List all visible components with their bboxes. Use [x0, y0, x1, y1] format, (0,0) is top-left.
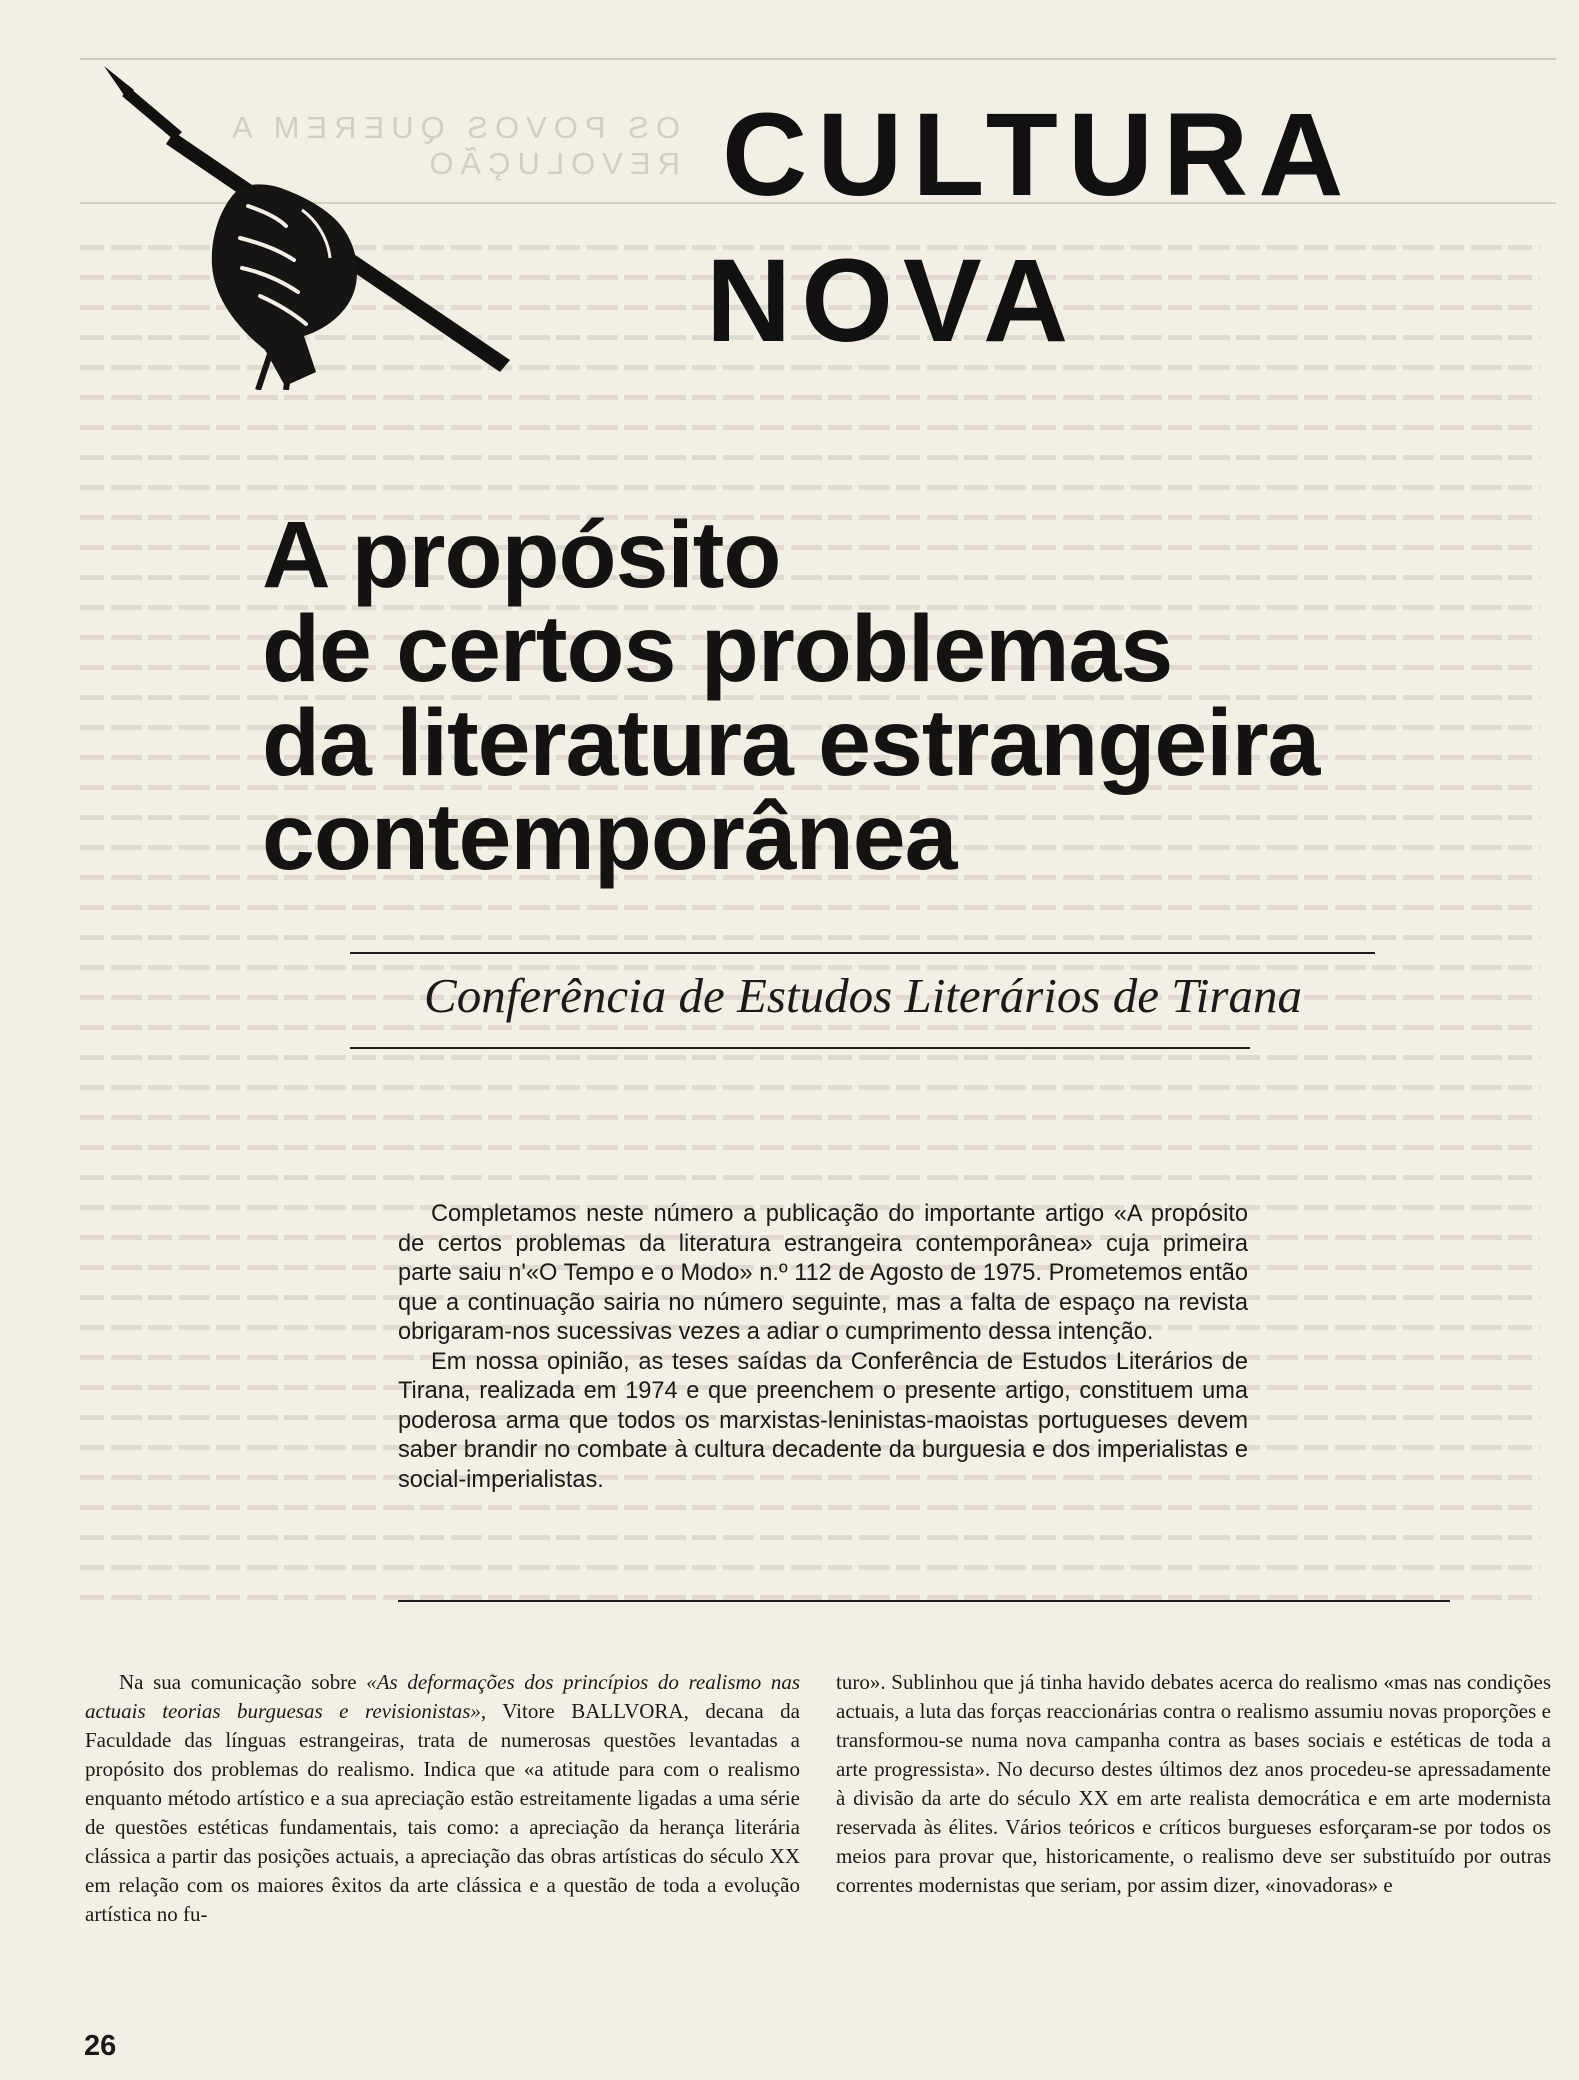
- article-title-line: A propósito: [262, 501, 781, 608]
- editorial-intro: [398, 1200, 1248, 1495]
- section-kicker-line1: CULTURA: [722, 89, 1354, 221]
- article-title-line: de certos problemas: [262, 595, 1173, 702]
- article-title: [262, 501, 1382, 890]
- subtitle-top-rule: [350, 952, 1375, 954]
- cited-title: «As deformações dos princípios do realismo nas actuais teorias burguesas e revisionistas»: [85, 1670, 800, 1723]
- article-subtitle: Conferência de Estudos Literários de Tirana: [424, 968, 1302, 1023]
- show-through-header: OS POVOS QUEREM A REVOLUÇÃO: [226, 110, 680, 181]
- body-lead-text: Na sua comunicação sobre: [119, 1670, 367, 1694]
- body-column-right: turo». Sublinhou que já tinha havido debates acerca do realismo «mas nas condições actuais, a luta das forças reaccionárias contra o realismo assumiu novas proporções e transformou-se numa nova campanha contra as bases sociais e estéticas de toda a arte progressista». No decurso destes últimos dez anos procedeu-se apressadamente à divisão da arte do século XX em arte realista democrática e em arte modernista reservada às élites. Vários teóricos e críticos burgueses esforçaram-se por todos os meios para provar que, historicamente, o realismo deve ser substituído por outras correntes modernistas que seriam, por assim dizer, «inovadoras» e: [836, 1670, 1551, 1897]
- intro-paragraph: Em nossa opinião, as teses saídas da Conferência de Estudos Literários de Tirana, realizada em 1974 e que preenchem o presente artigo, constituem uma poderosa arma que todos os marxistas-leninistas-maoistas portugueses devem saber brandir no combate à cultura decadente da burguesia e dos imperialistas e social-imperialistas.: [398, 1348, 1248, 1493]
- page-number: 26: [84, 2030, 117, 2062]
- subtitle-bottom-rule: [350, 1047, 1250, 1049]
- body-text: , Vitore BALLVORA, decana da Faculdade das línguas estrangeiras, trata de numerosas questões levantadas a propósito dos problemas do realismo. Indica que «a atitude para com o realismo enquanto método artístico e a sua apreciação estão estreitamente ligadas a uma série de questões estéticas fundamentais, tais como: a apreciação da herança literária clássica a partir das posições actuais, a apreciação das obras artísticas do século XX em relação com os maiores êxitos da arte clássica e a questão de toda a evolução artística no fu-: [85, 1699, 800, 1926]
- fist-with-pen-logo-icon: [90, 60, 530, 390]
- intro-paragraph: Completamos neste número a publicação do importante artigo «A propósito de certos problemas da literatura estrangeira contemporânea» cuja primeira parte saiu n'«O Tempo e o Modo» n.º 112 de Agosto de 1975. Prometemos então que a continuação sairia no número seguinte, mas a falta de espaço na revista obrigaram-nos sucessivas vezes a adiar o cumprimento dessa intenção.: [398, 1201, 1248, 1345]
- article-title-line: contemporânea: [262, 783, 957, 890]
- section-kicker-line2: NOVA: [706, 235, 1079, 367]
- article-title-line: da literatura estrangeira: [262, 689, 1320, 796]
- intro-bottom-rule: [398, 1600, 1450, 1602]
- body-column-left: [85, 1668, 800, 1929]
